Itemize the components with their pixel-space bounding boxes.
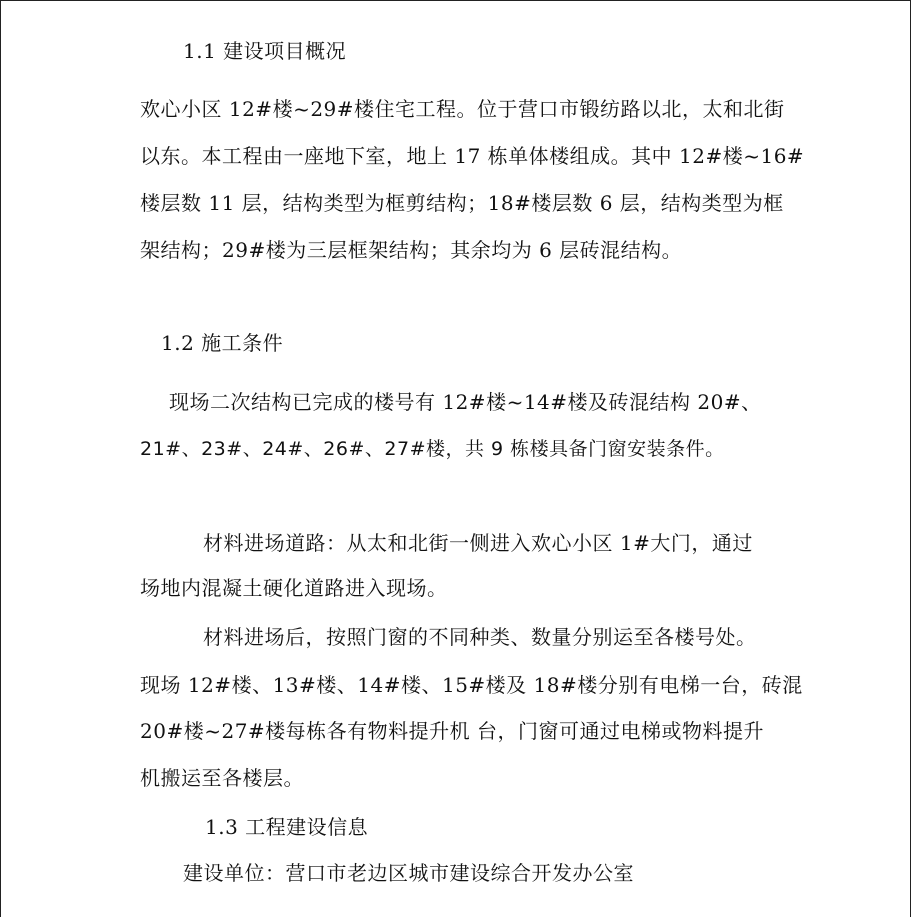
section-heading-1-2: 1.2 施工条件: [161, 331, 284, 355]
paragraph-line: 建设单位：营口市老边区城市建设综合开发办公室: [183, 861, 634, 885]
paragraph-line: 架结构；29#楼为三层框架结构；其余均为 6 层砖混结构。: [140, 238, 683, 262]
paragraph-line: 现场二次结构已完成的楼号有 12#楼~14#楼及砖混结构 20#、: [169, 390, 762, 414]
paragraph-line: 楼层数 11 层，结构类型为框剪结构；18#楼层数 6 层，结构类型为框: [140, 191, 784, 215]
paragraph-line: 以东。本工程由一座地下室，地上 17 栋单体楼组成。其中 12#楼~16#: [140, 144, 805, 168]
paragraph-line: 材料进场道路：从太和北街一侧进入欢心小区 1#大门，通过: [203, 531, 753, 555]
section-heading-1-3: 1.3 工程建设信息: [205, 815, 369, 839]
paragraph-line: 21#、23#、24#、26#、27#楼，共 9 栋楼具备门窗安装条件。: [140, 438, 725, 460]
paragraph-line: 场地内混凝土硬化道路进入现场。: [140, 576, 448, 600]
paragraph-line: 欢心小区 12#楼~29#楼住宅工程。位于营口市锻纺路以北，太和北街: [140, 97, 785, 121]
paragraph-line: 20#楼~27#楼每栋各有物料提升机 台，门窗可通过电梯或物料提升: [140, 719, 765, 743]
paragraph-line: 材料进场后，按照门窗的不同种类、数量分别运至各楼号处。: [203, 625, 757, 649]
paragraph-line: 机搬运至各楼层。: [140, 766, 304, 790]
section-heading-1-1: 1.1 建设项目概况: [183, 39, 347, 63]
paragraph-line: 现场 12#楼、13#楼、14#楼、15#楼及 18#楼分别有电梯一台，砖混: [140, 673, 803, 697]
